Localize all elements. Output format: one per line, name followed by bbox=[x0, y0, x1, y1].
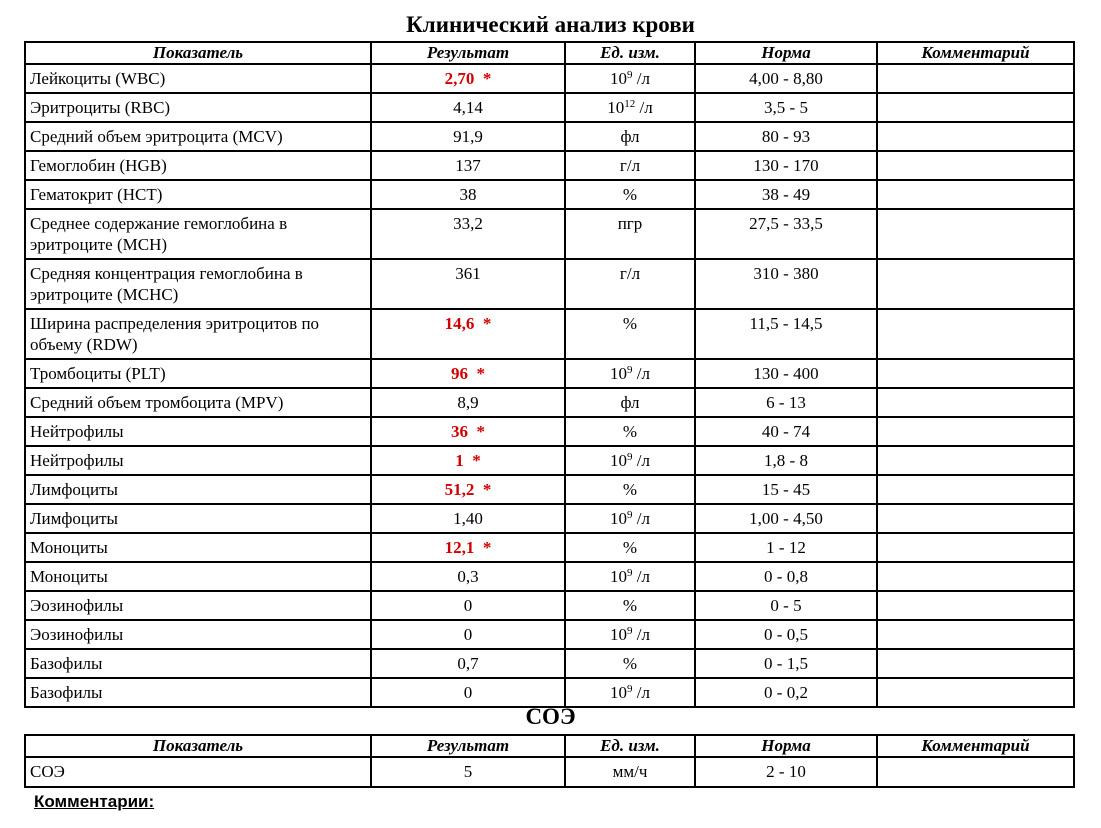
result-text: 0,3 bbox=[457, 567, 479, 586]
norm-range: 0 - 0,8 bbox=[695, 562, 877, 591]
comment-cell bbox=[877, 446, 1074, 475]
blood-test-table bbox=[24, 41, 1075, 708]
unit bbox=[565, 359, 695, 388]
result-value bbox=[371, 93, 565, 122]
unit: % bbox=[565, 309, 695, 359]
unit-base: 10 bbox=[607, 98, 625, 117]
norm-range: 130 - 170 bbox=[695, 151, 877, 180]
result-text: 0 bbox=[463, 625, 473, 644]
unit-rest: /л bbox=[632, 69, 650, 88]
norm-range: 0 - 1,5 bbox=[695, 649, 877, 678]
result-value bbox=[371, 475, 565, 504]
result-value bbox=[371, 562, 565, 591]
unit-base: 10 bbox=[610, 451, 628, 470]
comment-cell bbox=[877, 504, 1074, 533]
flagged-result: 51,2 * bbox=[444, 480, 492, 499]
unit bbox=[565, 562, 695, 591]
comment-cell bbox=[877, 620, 1074, 649]
flagged-result: 14,6 * bbox=[444, 314, 492, 333]
result-value bbox=[371, 649, 565, 678]
unit: г/л bbox=[565, 259, 695, 309]
result-text: 91,9 bbox=[453, 127, 483, 146]
table-row bbox=[25, 122, 1074, 151]
table-row bbox=[25, 359, 1074, 388]
norm-range: 1,8 - 8 bbox=[695, 446, 877, 475]
result-value bbox=[371, 309, 565, 359]
comment-cell bbox=[877, 533, 1074, 562]
flagged-result: 36 * bbox=[451, 422, 485, 441]
indicator-name: Лимфоциты bbox=[25, 475, 371, 504]
result-value bbox=[371, 151, 565, 180]
table-row bbox=[25, 678, 1074, 707]
table-row bbox=[25, 309, 1074, 359]
unit-exponent: 12 bbox=[624, 98, 636, 110]
result-text: 0 bbox=[463, 596, 473, 615]
unit: пгр bbox=[565, 209, 695, 259]
header-unit: Ед. изм. bbox=[565, 735, 695, 757]
header-indicator: Показатель bbox=[25, 735, 371, 757]
unit-exponent: 9 bbox=[627, 364, 633, 376]
norm-range: 27,5 - 33,5 bbox=[695, 209, 877, 259]
unit-rest: /л bbox=[632, 567, 650, 586]
norm-range: 40 - 74 bbox=[695, 417, 877, 446]
unit-rest: /л bbox=[632, 451, 650, 470]
norm-range: 4,00 - 8,80 bbox=[695, 64, 877, 93]
unit bbox=[565, 678, 695, 707]
comment-cell bbox=[877, 417, 1074, 446]
indicator-name: Средний объем тромбоцита (MPV) bbox=[25, 388, 371, 417]
comment-cell bbox=[877, 757, 1074, 787]
indicator-name: Ширина распределения эритроцитов по объему (RDW) bbox=[25, 309, 371, 359]
table-row bbox=[25, 209, 1074, 259]
indicator-name: Среднее содержание гемоглобина в эритроците (MCH) bbox=[25, 209, 371, 259]
norm-range: 6 - 13 bbox=[695, 388, 877, 417]
norm-range: 0 - 5 bbox=[695, 591, 877, 620]
indicator-name: СОЭ bbox=[25, 757, 371, 787]
result-value bbox=[371, 180, 565, 209]
header-comment: Комментарий bbox=[877, 735, 1074, 757]
norm-range: 310 - 380 bbox=[695, 259, 877, 309]
unit-rest: /л bbox=[632, 509, 650, 528]
unit-exponent: 9 bbox=[627, 683, 633, 695]
unit: % bbox=[565, 591, 695, 620]
result-value bbox=[371, 533, 565, 562]
unit-exponent: 9 bbox=[627, 509, 633, 521]
comments-label: Комментарии: bbox=[34, 792, 155, 811]
unit: % bbox=[565, 180, 695, 209]
unit bbox=[565, 504, 695, 533]
result-text: 137 bbox=[455, 156, 481, 175]
indicator-name: Лейкоциты (WBC) bbox=[25, 64, 371, 93]
unit-exponent: 9 bbox=[627, 625, 633, 637]
result-text: 38 bbox=[459, 185, 477, 204]
indicator-name: Базофилы bbox=[25, 649, 371, 678]
unit: фл bbox=[565, 388, 695, 417]
table-row bbox=[25, 504, 1074, 533]
comment-cell bbox=[877, 309, 1074, 359]
result-value bbox=[371, 591, 565, 620]
table-header-row bbox=[25, 42, 1074, 64]
comment-cell bbox=[877, 93, 1074, 122]
result-text: 33,2 bbox=[453, 214, 483, 233]
unit bbox=[565, 446, 695, 475]
table-row bbox=[25, 475, 1074, 504]
comment-cell bbox=[877, 151, 1074, 180]
comment-cell bbox=[877, 388, 1074, 417]
norm-range: 0 - 0,2 bbox=[695, 678, 877, 707]
indicator-name: Лимфоциты bbox=[25, 504, 371, 533]
comment-cell bbox=[877, 475, 1074, 504]
unit: % bbox=[565, 417, 695, 446]
unit-base: 10 bbox=[610, 364, 628, 383]
norm-range: 1,00 - 4,50 bbox=[695, 504, 877, 533]
norm-range: 130 - 400 bbox=[695, 359, 877, 388]
unit bbox=[565, 64, 695, 93]
table-row bbox=[25, 180, 1074, 209]
header-result: Результат bbox=[371, 42, 565, 64]
table-row bbox=[25, 64, 1074, 93]
flagged-result: 96 * bbox=[451, 364, 485, 383]
norm-range: 0 - 0,5 bbox=[695, 620, 877, 649]
unit-rest: /л bbox=[635, 98, 653, 117]
table-row bbox=[25, 591, 1074, 620]
unit-exponent: 9 bbox=[627, 567, 633, 579]
unit: % bbox=[565, 649, 695, 678]
norm-range: 80 - 93 bbox=[695, 122, 877, 151]
header-unit: Ед. изм. bbox=[565, 42, 695, 64]
result-value bbox=[371, 678, 565, 707]
result-value bbox=[371, 64, 565, 93]
table-row bbox=[25, 620, 1074, 649]
indicator-name: Гемоглобин (HGB) bbox=[25, 151, 371, 180]
table-row bbox=[25, 417, 1074, 446]
table-row bbox=[25, 259, 1074, 309]
unit-base: 10 bbox=[610, 509, 628, 528]
table-row bbox=[25, 446, 1074, 475]
unit bbox=[565, 620, 695, 649]
unit: фл bbox=[565, 122, 695, 151]
unit-base: 10 bbox=[610, 69, 628, 88]
result-value bbox=[371, 757, 565, 787]
indicator-name: Эозинофилы bbox=[25, 591, 371, 620]
table-row bbox=[25, 562, 1074, 591]
table-header-row bbox=[25, 735, 1074, 757]
table-row bbox=[25, 388, 1074, 417]
result-text: 5 bbox=[463, 762, 473, 781]
comment-cell bbox=[877, 562, 1074, 591]
indicator-name: Моноциты bbox=[25, 533, 371, 562]
norm-range: 2 - 10 bbox=[695, 757, 877, 787]
esr-table bbox=[24, 734, 1075, 788]
result-text: 4,14 bbox=[453, 98, 483, 117]
header-norm: Норма bbox=[695, 735, 877, 757]
table-row bbox=[25, 533, 1074, 562]
result-text: 361 bbox=[455, 264, 481, 283]
esr-title: СОЭ bbox=[525, 704, 576, 729]
result-value bbox=[371, 620, 565, 649]
table-row bbox=[25, 151, 1074, 180]
comment-cell bbox=[877, 209, 1074, 259]
result-text: 0,7 bbox=[457, 654, 479, 673]
result-text: 8,9 bbox=[457, 393, 479, 412]
header-result: Результат bbox=[371, 735, 565, 757]
unit-rest: /л bbox=[632, 364, 650, 383]
unit-exponent: 9 bbox=[627, 451, 633, 463]
indicator-name: Нейтрофилы bbox=[25, 446, 371, 475]
norm-range: 3,5 - 5 bbox=[695, 93, 877, 122]
indicator-name: Средний объем эритроцита (MCV) bbox=[25, 122, 371, 151]
norm-range: 38 - 49 bbox=[695, 180, 877, 209]
indicator-name: Гематокрит (HCT) bbox=[25, 180, 371, 209]
result-text: 0 bbox=[463, 683, 473, 702]
unit bbox=[565, 93, 695, 122]
unit: мм/ч bbox=[565, 757, 695, 787]
table-row bbox=[25, 649, 1074, 678]
comment-cell bbox=[877, 122, 1074, 151]
comment-cell bbox=[877, 359, 1074, 388]
comment-cell bbox=[877, 259, 1074, 309]
result-value bbox=[371, 388, 565, 417]
unit-exponent: 9 bbox=[627, 69, 633, 81]
indicator-name: Эритроциты (RBC) bbox=[25, 93, 371, 122]
header-indicator: Показатель bbox=[25, 42, 371, 64]
result-value bbox=[371, 446, 565, 475]
flagged-result: 12,1 * bbox=[444, 538, 492, 557]
unit-base: 10 bbox=[610, 625, 628, 644]
unit-rest: /л bbox=[632, 625, 650, 644]
table-row bbox=[25, 757, 1074, 787]
unit-base: 10 bbox=[610, 567, 628, 586]
result-value bbox=[371, 259, 565, 309]
result-text: 1,40 bbox=[453, 509, 483, 528]
header-comment: Комментарий bbox=[877, 42, 1074, 64]
result-value bbox=[371, 122, 565, 151]
indicator-name: Моноциты bbox=[25, 562, 371, 591]
indicator-name: Средняя концентрация гемоглобина в эритроците (MCHC) bbox=[25, 259, 371, 309]
comment-cell bbox=[877, 591, 1074, 620]
result-value bbox=[371, 504, 565, 533]
norm-range: 1 - 12 bbox=[695, 533, 877, 562]
indicator-name: Эозинофилы bbox=[25, 620, 371, 649]
indicator-name: Базофилы bbox=[25, 678, 371, 707]
unit: г/л bbox=[565, 151, 695, 180]
comment-cell bbox=[877, 180, 1074, 209]
unit-base: 10 bbox=[610, 683, 628, 702]
report-title: Клинический анализ крови bbox=[406, 12, 695, 37]
unit: % bbox=[565, 475, 695, 504]
unit: % bbox=[565, 533, 695, 562]
indicator-name: Нейтрофилы bbox=[25, 417, 371, 446]
result-value bbox=[371, 209, 565, 259]
norm-range: 11,5 - 14,5 bbox=[695, 309, 877, 359]
result-value bbox=[371, 417, 565, 446]
norm-range: 15 - 45 bbox=[695, 475, 877, 504]
header-norm: Норма bbox=[695, 42, 877, 64]
table-row bbox=[25, 93, 1074, 122]
comment-cell bbox=[877, 649, 1074, 678]
flagged-result: 2,70 * bbox=[444, 69, 492, 88]
flagged-result: 1 * bbox=[455, 451, 481, 470]
indicator-name: Тромбоциты (PLT) bbox=[25, 359, 371, 388]
comment-cell bbox=[877, 678, 1074, 707]
unit-rest: /л bbox=[632, 683, 650, 702]
result-value bbox=[371, 359, 565, 388]
comment-cell bbox=[877, 64, 1074, 93]
